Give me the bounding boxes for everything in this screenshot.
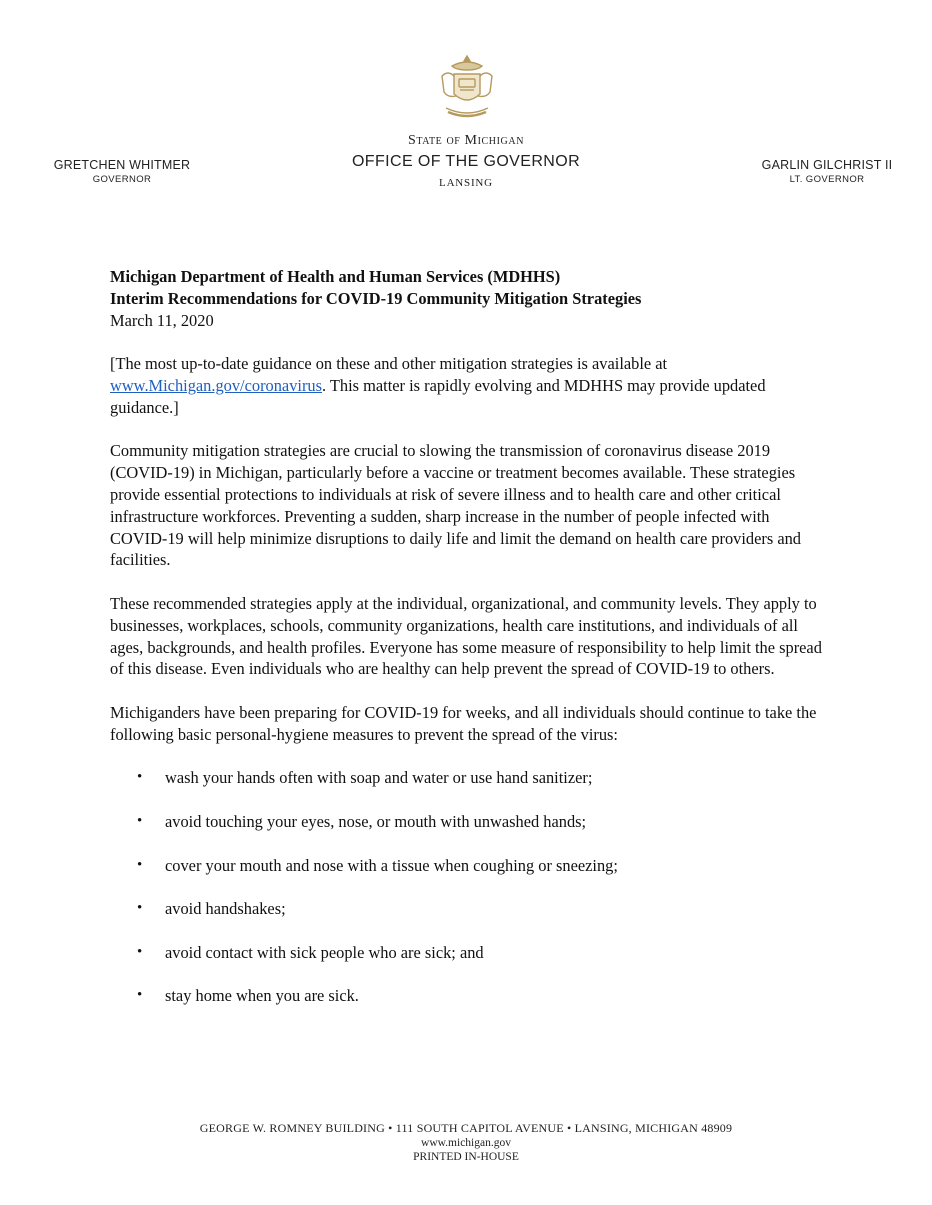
guidance-note-prefix: [The most up-to-date guidance on these and other mitigation strategies is available at: [110, 354, 668, 374]
bullet-icon: •: [137, 856, 143, 873]
bullet-icon: •: [137, 812, 143, 829]
lt-governor-block: [727, 158, 927, 185]
governor-title: GOVERNOR: [92, 174, 152, 185]
paragraph-mitigation-importance: Community mitigation strategies are crucial to slowing the transmission of coronavirus disease 2019 (COVID-19) in Michigan, particularly before a vaccine or treatment becomes available. These strategies provide essential protections to individuals at risk of severe illness and to health care and other critical infrastructure workforces. Preventing a sudden, sharp increase in the number of people infected with COVID-19 will help minimize disruptions to daily life and limit the demand on health care providers and facilities.: [110, 441, 801, 570]
list-item: [110, 767, 830, 811]
bullet-icon: •: [137, 900, 143, 917]
document-heading-agency: Michigan Department of Health and Human Services (MDHHS): [110, 267, 561, 286]
list-item: [110, 855, 830, 899]
lt-governor-name: GARLIN GILCHRIST II: [761, 158, 893, 172]
guidance-note-suffix: . This matter is rapidly evolving and MDHHS may provide updated guidance.]: [110, 375, 766, 417]
paragraph-strategy-scope: These recommended strategies apply at the individual, organizational, and community levels. They apply to businesses, workplaces, schools, community organizations, health care institutions, and individuals of all ages, backgrounds, and health profiles. Everyone has some measure of responsibility to help limit the spread of this disease. Even individuals who are healthy can help prevent the spread of COVID-19 to others.: [110, 593, 822, 679]
governor-block: [22, 158, 222, 185]
office-title: OFFICE OF THE GOVERNOR: [351, 153, 581, 170]
footer-address: GEORGE W. ROMNEY BUILDING • 111 SOUTH CAPITOL AVENUE • LANSING, MICHIGAN 48909: [199, 1121, 733, 1135]
hygiene-measures-list: [110, 767, 830, 1029]
footer-website: www.michigan.gov: [421, 1137, 511, 1149]
list-item-text: stay home when you are sick.: [165, 986, 359, 1006]
document-header: [110, 266, 830, 331]
guidance-note: [110, 353, 830, 418]
document-heading-title: Interim Recommendations for COVID-19 Community Mitigation Strategies: [110, 288, 642, 308]
bullet-icon: •: [137, 769, 143, 786]
office-city: LANSING: [439, 177, 493, 189]
footer-printed-note: PRINTED IN-HOUSE: [413, 1151, 519, 1163]
list-item: [110, 985, 830, 1029]
list-item: [110, 811, 830, 855]
governor-name: GRETCHEN WHITMER: [53, 158, 191, 172]
michigan-seal-icon: [432, 52, 502, 122]
list-item: [110, 898, 830, 942]
coronavirus-website-link[interactable]: www.Michigan.gov/coronavirus: [110, 375, 322, 395]
bullet-icon: •: [137, 987, 143, 1004]
list-item-text: wash your hands often with soap and water or use hand sanitizer;: [165, 768, 593, 788]
list-item-text: avoid handshakes;: [165, 899, 286, 919]
list-item-text: avoid touching your eyes, nose, or mouth with unwashed hands;: [165, 811, 587, 831]
state-name: State of Michigan: [407, 133, 525, 148]
document-date: March 11, 2020: [110, 310, 214, 330]
letter-body: [110, 266, 830, 1029]
list-item-text: cover your mouth and nose with a tissue when coughing or sneezing;: [165, 855, 618, 875]
letter-footer: [0, 1121, 932, 1164]
list-item-text: avoid contact with sick people who are sick; and: [165, 942, 484, 962]
bullet-icon: •: [137, 943, 143, 960]
paragraph-hygiene-intro: Michiganders have been preparing for COVID-19 for weeks, and all individuals should continue to take the following basic personal-hygiene measures to prevent the spread of the virus:: [110, 702, 817, 744]
list-item: [110, 942, 830, 986]
lt-governor-title: LT. GOVERNOR: [789, 174, 865, 185]
